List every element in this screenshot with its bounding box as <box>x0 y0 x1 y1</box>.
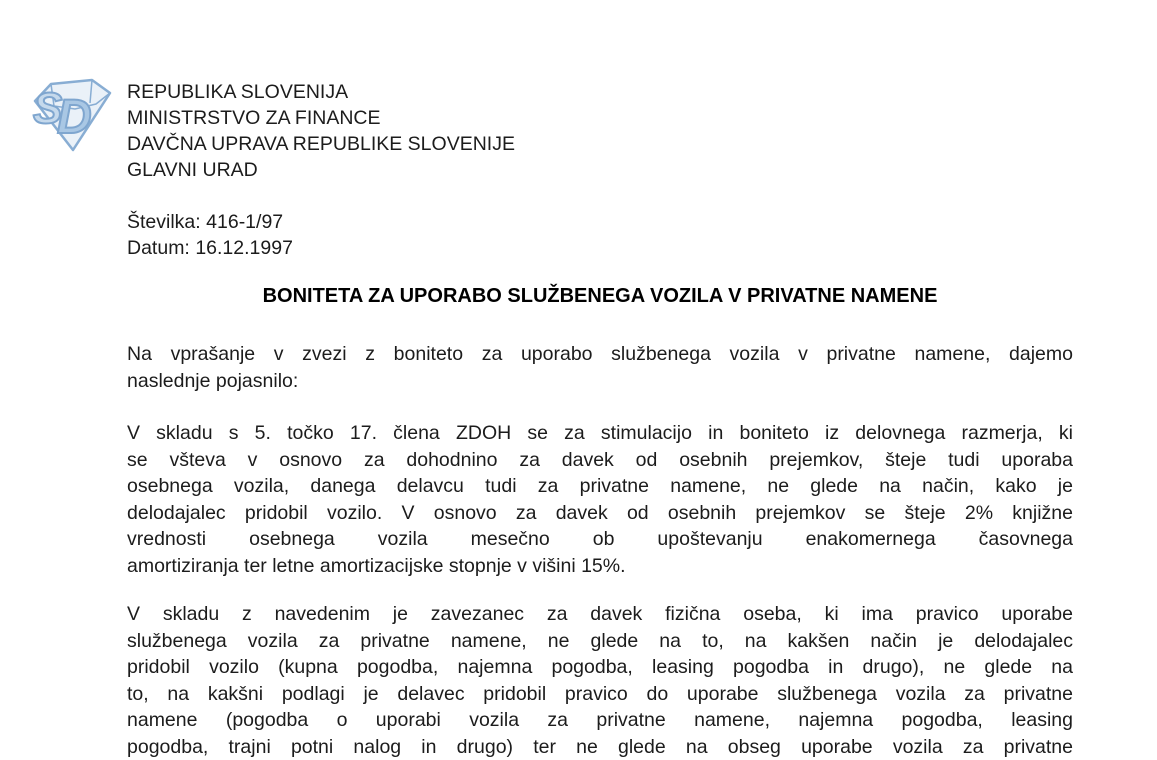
text-line: osebnega vozila, danega delavcu tudi za privatne namene, ne glede na način, kako je <box>127 473 1073 500</box>
text-line: namene (pogodba o uporabi vozila za privatne namene, najemna pogodba, leasing <box>127 707 1073 734</box>
text-line: pogodba, trajni potni nalog in drugo) ter ne glede na obseg uporabe vozila za privatne <box>127 734 1073 760</box>
paragraph-taxpayer-definition <box>127 601 1073 760</box>
text-line: pridobil vozilo (kupna pogodba, najemna pogodba, leasing pogodba in drugo), ne glede na <box>127 654 1073 681</box>
svg-text:S: S <box>33 84 62 133</box>
document-date-line <box>127 235 293 261</box>
paragraph-intro <box>127 341 1073 394</box>
document-date-value: 16.12.1997 <box>195 237 293 259</box>
text-line: naslednje pojasnilo: <box>127 368 1073 395</box>
document-meta <box>127 209 293 261</box>
letterhead <box>127 79 515 183</box>
document-number-line <box>127 209 293 235</box>
letterhead-line-ministry: MINISTRSTVO ZA FINANCE <box>127 105 515 131</box>
text-line: službenega vozila za privatne namene, ne glede na to, na kakšen način je delodajalec <box>127 628 1073 655</box>
text-line: V skladu s 5. točko 17. člena ZDOH se za stimulacijo in boniteto iz delovnega razmerja, ki <box>127 420 1073 447</box>
text-line: V skladu z navedenim je zavezanec za davek fizična oseba, ki ima pravico uporabe <box>127 601 1073 628</box>
text-line: Na vprašanje v zvezi z boniteto za uporabo službenega vozila v privatne namene, dajemo <box>127 341 1073 368</box>
svg-text:D: D <box>57 91 92 144</box>
document-date-label: Datum: <box>127 237 190 259</box>
letterhead-line-country: REPUBLIKA SLOVENIJA <box>127 79 515 105</box>
text-line: to, na kakšni podlagi je delavec pridobil pravico do uporabe službenega vozila za privatne <box>127 681 1073 708</box>
text-line: vrednosti osebnega vozila mesečno ob upoštevanju enakomernega časovnega <box>127 526 1073 553</box>
durs-gem-logo-icon <box>30 76 114 156</box>
letterhead-line-office: GLAVNI URAD <box>127 157 515 183</box>
text-line: se všteva v osnovo za dohodnino za davek od osebnih prejemkov, šteje tudi uporaba <box>127 447 1073 474</box>
document-number-value: 416-1/97 <box>206 211 283 233</box>
letterhead-line-administration: DAVČNA UPRAVA REPUBLIKE SLOVENIJE <box>127 131 515 157</box>
text-line: delodajalec pridobil vozilo. V osnovo za davek od osebnih prejemkov se šteje 2% knjižne <box>127 500 1073 527</box>
text-line: amortiziranja ter letne amortizacijske stopnje v višini 15%. <box>127 553 1073 580</box>
paragraph-zdoh-rule <box>127 420 1073 579</box>
document-number-label: Številka: <box>127 211 201 233</box>
document-title: BONITETA ZA UPORABO SLUŽBENEGA VOZILA V PRIVATNE NAMENE <box>127 285 1073 308</box>
gem-logo-svg <box>30 76 114 156</box>
